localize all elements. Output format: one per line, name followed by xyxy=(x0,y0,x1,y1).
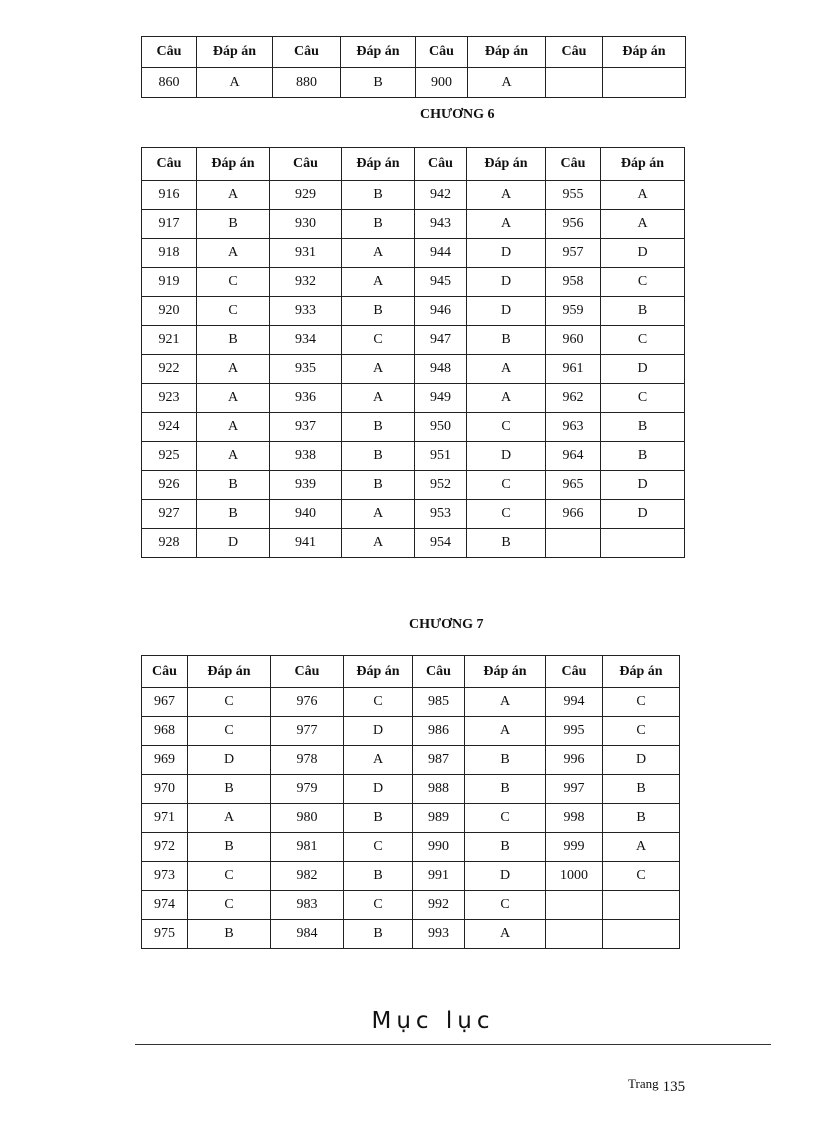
table-row xyxy=(142,355,685,384)
answer-cell: D xyxy=(344,717,413,746)
answer-cell: B xyxy=(603,804,680,833)
column-header: Câu xyxy=(546,148,601,181)
column-header: Câu xyxy=(142,37,197,68)
answer-cell: C xyxy=(344,833,413,862)
answer-cell: B xyxy=(197,210,270,239)
question-number-cell: 949 xyxy=(415,384,467,413)
table-row xyxy=(142,688,680,717)
question-number-cell: 939 xyxy=(270,471,342,500)
answer-cell: C xyxy=(603,688,680,717)
answer-cell: B xyxy=(603,775,680,804)
question-number-cell: 950 xyxy=(415,413,467,442)
answer-cell: A xyxy=(344,746,413,775)
answer-cell: D xyxy=(465,862,546,891)
answer-cell: D xyxy=(601,500,685,529)
answer-cell xyxy=(603,920,680,949)
table-row xyxy=(142,442,685,471)
table-row xyxy=(142,413,685,442)
question-number-cell: 940 xyxy=(270,500,342,529)
table-row xyxy=(142,384,685,413)
question-number-cell: 958 xyxy=(546,268,601,297)
question-number-cell: 956 xyxy=(546,210,601,239)
answer-cell: B xyxy=(342,297,415,326)
answer-cell: B xyxy=(188,920,271,949)
answer-cell: D xyxy=(344,775,413,804)
answer-cell: C xyxy=(197,268,270,297)
answer-cell: D xyxy=(601,355,685,384)
question-number-cell: 920 xyxy=(142,297,197,326)
question-number-cell: 922 xyxy=(142,355,197,384)
question-number-cell: 880 xyxy=(273,68,341,98)
answer-cell: D xyxy=(467,239,546,268)
question-number-cell: 932 xyxy=(270,268,342,297)
page-value: 135 xyxy=(662,1079,686,1095)
answer-cell: B xyxy=(467,529,546,558)
question-number-cell: 943 xyxy=(415,210,467,239)
answer-cell: B xyxy=(465,775,546,804)
question-number-cell: 929 xyxy=(270,181,342,210)
answer-cell: B xyxy=(342,210,415,239)
question-number-cell: 1000 xyxy=(546,862,603,891)
question-number-cell: 917 xyxy=(142,210,197,239)
question-number-cell: 941 xyxy=(270,529,342,558)
question-number-cell: 995 xyxy=(546,717,603,746)
column-header: Câu xyxy=(546,656,603,688)
question-number-cell: 918 xyxy=(142,239,197,268)
question-number-cell: 928 xyxy=(142,529,197,558)
toc-divider xyxy=(135,1044,771,1045)
answer-cell: D xyxy=(197,529,270,558)
column-header: Đáp án xyxy=(197,148,270,181)
table-row xyxy=(142,210,685,239)
column-header: Câu xyxy=(271,656,344,688)
table-row xyxy=(142,471,685,500)
column-header: Đáp án xyxy=(465,656,546,688)
answer-cell: A xyxy=(467,210,546,239)
answer-cell: A xyxy=(197,384,270,413)
question-number-cell: 991 xyxy=(413,862,465,891)
answer-cell: B xyxy=(344,804,413,833)
question-number-cell: 980 xyxy=(271,804,344,833)
answer-cell: A xyxy=(197,355,270,384)
answer-cell: B xyxy=(188,833,271,862)
answer-table-chapter-7 xyxy=(141,655,680,949)
table-row xyxy=(142,746,680,775)
column-header: Đáp án xyxy=(341,37,416,68)
answer-cell: C xyxy=(188,717,271,746)
question-number-cell: 998 xyxy=(546,804,603,833)
question-number-cell: 916 xyxy=(142,181,197,210)
question-number-cell: 944 xyxy=(415,239,467,268)
answer-cell: C xyxy=(344,891,413,920)
answer-cell xyxy=(603,68,686,98)
answer-cell: B xyxy=(342,413,415,442)
question-number-cell: 921 xyxy=(142,326,197,355)
answer-cell xyxy=(603,891,680,920)
column-header: Đáp án xyxy=(603,656,680,688)
question-number-cell: 954 xyxy=(415,529,467,558)
toc-title: Mục lục xyxy=(371,1008,495,1034)
question-number-cell: 953 xyxy=(415,500,467,529)
answer-cell: C xyxy=(465,891,546,920)
answer-cell: A xyxy=(465,717,546,746)
answer-cell: C xyxy=(342,326,415,355)
question-number-cell: 935 xyxy=(270,355,342,384)
question-number-cell: 933 xyxy=(270,297,342,326)
answer-cell: A xyxy=(188,804,271,833)
question-number-cell: 987 xyxy=(413,746,465,775)
question-number-cell: 994 xyxy=(546,688,603,717)
question-number-cell: 973 xyxy=(142,862,188,891)
answer-cell: A xyxy=(197,181,270,210)
table-row xyxy=(142,68,686,98)
answer-cell: D xyxy=(603,746,680,775)
answer-cell: A xyxy=(342,500,415,529)
page-label: Trang xyxy=(628,1076,659,1091)
table-row xyxy=(142,920,680,949)
table-row xyxy=(142,500,685,529)
question-number-cell: 946 xyxy=(415,297,467,326)
answer-cell: A xyxy=(465,920,546,949)
question-number-cell: 979 xyxy=(271,775,344,804)
table-row xyxy=(142,326,685,355)
answer-table-top xyxy=(141,36,686,98)
question-number-cell: 983 xyxy=(271,891,344,920)
column-header: Câu xyxy=(270,148,342,181)
answer-cell: A xyxy=(468,68,546,98)
answer-cell: B xyxy=(601,297,685,326)
answer-cell: C xyxy=(601,384,685,413)
answer-cell: A xyxy=(197,442,270,471)
question-number-cell: 938 xyxy=(270,442,342,471)
question-number-cell: 961 xyxy=(546,355,601,384)
table-row xyxy=(142,297,685,326)
answer-cell: C xyxy=(467,471,546,500)
question-number-cell: 985 xyxy=(413,688,465,717)
question-number-cell: 923 xyxy=(142,384,197,413)
table-row xyxy=(142,833,680,862)
question-number-cell: 967 xyxy=(142,688,188,717)
column-header: Đáp án xyxy=(467,148,546,181)
page-number xyxy=(628,1075,685,1093)
question-number-cell: 860 xyxy=(142,68,197,98)
answer-cell: B xyxy=(601,413,685,442)
answer-cell: A xyxy=(342,355,415,384)
answer-cell: C xyxy=(467,500,546,529)
answer-cell: A xyxy=(467,384,546,413)
question-number-cell: 996 xyxy=(546,746,603,775)
answer-cell: D xyxy=(601,239,685,268)
question-number-cell: 926 xyxy=(142,471,197,500)
question-number-cell: 976 xyxy=(271,688,344,717)
question-number-cell: 934 xyxy=(270,326,342,355)
question-number-cell: 960 xyxy=(546,326,601,355)
answer-cell: C xyxy=(465,804,546,833)
column-header: Câu xyxy=(546,37,603,68)
question-number-cell: 989 xyxy=(413,804,465,833)
question-number-cell: 948 xyxy=(415,355,467,384)
answer-cell: A xyxy=(197,68,273,98)
column-header: Câu xyxy=(416,37,468,68)
question-number-cell: 951 xyxy=(415,442,467,471)
question-number-cell: 900 xyxy=(416,68,468,98)
answer-cell: C xyxy=(197,297,270,326)
column-header: Câu xyxy=(142,148,197,181)
column-header: Đáp án xyxy=(603,37,686,68)
answer-cell: B xyxy=(341,68,416,98)
table-row xyxy=(142,891,680,920)
answer-cell: A xyxy=(342,384,415,413)
table-row xyxy=(142,529,685,558)
question-number-cell: 968 xyxy=(142,717,188,746)
question-number-cell: 927 xyxy=(142,500,197,529)
question-number-cell: 977 xyxy=(271,717,344,746)
question-number-cell: 945 xyxy=(415,268,467,297)
question-number-cell: 925 xyxy=(142,442,197,471)
table-row xyxy=(142,717,680,746)
answer-cell: A xyxy=(197,413,270,442)
answer-cell: B xyxy=(467,326,546,355)
question-number-cell: 992 xyxy=(413,891,465,920)
answer-cell: D xyxy=(467,442,546,471)
question-number-cell: 957 xyxy=(546,239,601,268)
column-header: Câu xyxy=(273,37,341,68)
question-number-cell: 937 xyxy=(270,413,342,442)
question-number-cell: 981 xyxy=(271,833,344,862)
question-number-cell xyxy=(546,68,603,98)
question-number-cell: 964 xyxy=(546,442,601,471)
answer-cell: B xyxy=(342,442,415,471)
question-number-cell: 942 xyxy=(415,181,467,210)
column-header: Câu xyxy=(415,148,467,181)
answer-cell: D xyxy=(467,297,546,326)
question-number-cell: 947 xyxy=(415,326,467,355)
question-number-cell: 974 xyxy=(142,891,188,920)
answer-cell: A xyxy=(342,239,415,268)
answer-cell: B xyxy=(188,775,271,804)
question-number-cell: 969 xyxy=(142,746,188,775)
table-row xyxy=(142,775,680,804)
table-row xyxy=(142,181,685,210)
answer-cell: C xyxy=(467,413,546,442)
question-number-cell: 982 xyxy=(271,862,344,891)
answer-cell: C xyxy=(188,862,271,891)
question-number-cell: 986 xyxy=(413,717,465,746)
answer-cell: C xyxy=(188,891,271,920)
answer-cell: B xyxy=(197,326,270,355)
question-number-cell: 990 xyxy=(413,833,465,862)
table-row xyxy=(142,239,685,268)
answer-cell: D xyxy=(188,746,271,775)
answer-cell: A xyxy=(467,181,546,210)
question-number-cell: 971 xyxy=(142,804,188,833)
column-header: Đáp án xyxy=(197,37,273,68)
answer-cell: C xyxy=(601,326,685,355)
question-number-cell xyxy=(546,529,601,558)
answer-cell: C xyxy=(188,688,271,717)
column-header: Đáp án xyxy=(188,656,271,688)
answer-cell: B xyxy=(342,471,415,500)
question-number-cell xyxy=(546,920,603,949)
answer-cell: C xyxy=(603,717,680,746)
question-number-cell: 931 xyxy=(270,239,342,268)
column-header: Câu xyxy=(413,656,465,688)
answer-cell: A xyxy=(342,529,415,558)
answer-cell: A xyxy=(342,268,415,297)
question-number-cell: 966 xyxy=(546,500,601,529)
answer-cell: B xyxy=(197,471,270,500)
question-number-cell: 924 xyxy=(142,413,197,442)
answer-cell: D xyxy=(601,471,685,500)
column-header: Đáp án xyxy=(342,148,415,181)
question-number-cell: 963 xyxy=(546,413,601,442)
answer-cell: A xyxy=(465,688,546,717)
question-number-cell: 999 xyxy=(546,833,603,862)
answer-cell: C xyxy=(601,268,685,297)
answer-cell: B xyxy=(601,442,685,471)
answer-cell: B xyxy=(344,862,413,891)
question-number-cell: 930 xyxy=(270,210,342,239)
answer-cell: A xyxy=(197,239,270,268)
question-number-cell: 997 xyxy=(546,775,603,804)
question-number-cell: 975 xyxy=(142,920,188,949)
answer-cell: B xyxy=(465,746,546,775)
chapter-6-title: CHƯƠNG 6 xyxy=(420,107,495,122)
answer-cell: B xyxy=(342,181,415,210)
question-number-cell: 936 xyxy=(270,384,342,413)
table-row xyxy=(142,804,680,833)
question-number-cell: 972 xyxy=(142,833,188,862)
table-row xyxy=(142,268,685,297)
answer-cell: D xyxy=(467,268,546,297)
column-header: Câu xyxy=(142,656,188,688)
question-number-cell: 962 xyxy=(546,384,601,413)
question-number-cell: 970 xyxy=(142,775,188,804)
question-number-cell: 984 xyxy=(271,920,344,949)
column-header: Đáp án xyxy=(601,148,685,181)
answer-table-chapter-6 xyxy=(141,147,685,558)
question-number-cell xyxy=(546,891,603,920)
answer-cell: A xyxy=(603,833,680,862)
question-number-cell: 955 xyxy=(546,181,601,210)
question-number-cell: 952 xyxy=(415,471,467,500)
question-number-cell: 993 xyxy=(413,920,465,949)
column-header: Đáp án xyxy=(468,37,546,68)
answer-cell: A xyxy=(601,210,685,239)
answer-cell: B xyxy=(465,833,546,862)
answer-cell: C xyxy=(344,688,413,717)
column-header: Đáp án xyxy=(344,656,413,688)
answer-cell: B xyxy=(344,920,413,949)
answer-cell: B xyxy=(197,500,270,529)
answer-cell: C xyxy=(603,862,680,891)
question-number-cell: 959 xyxy=(546,297,601,326)
question-number-cell: 988 xyxy=(413,775,465,804)
question-number-cell: 965 xyxy=(546,471,601,500)
question-number-cell: 919 xyxy=(142,268,197,297)
table-row xyxy=(142,862,680,891)
chapter-7-title: CHƯƠNG 7 xyxy=(409,617,484,632)
answer-cell xyxy=(601,529,685,558)
answer-cell: A xyxy=(601,181,685,210)
question-number-cell: 978 xyxy=(271,746,344,775)
answer-cell: A xyxy=(467,355,546,384)
